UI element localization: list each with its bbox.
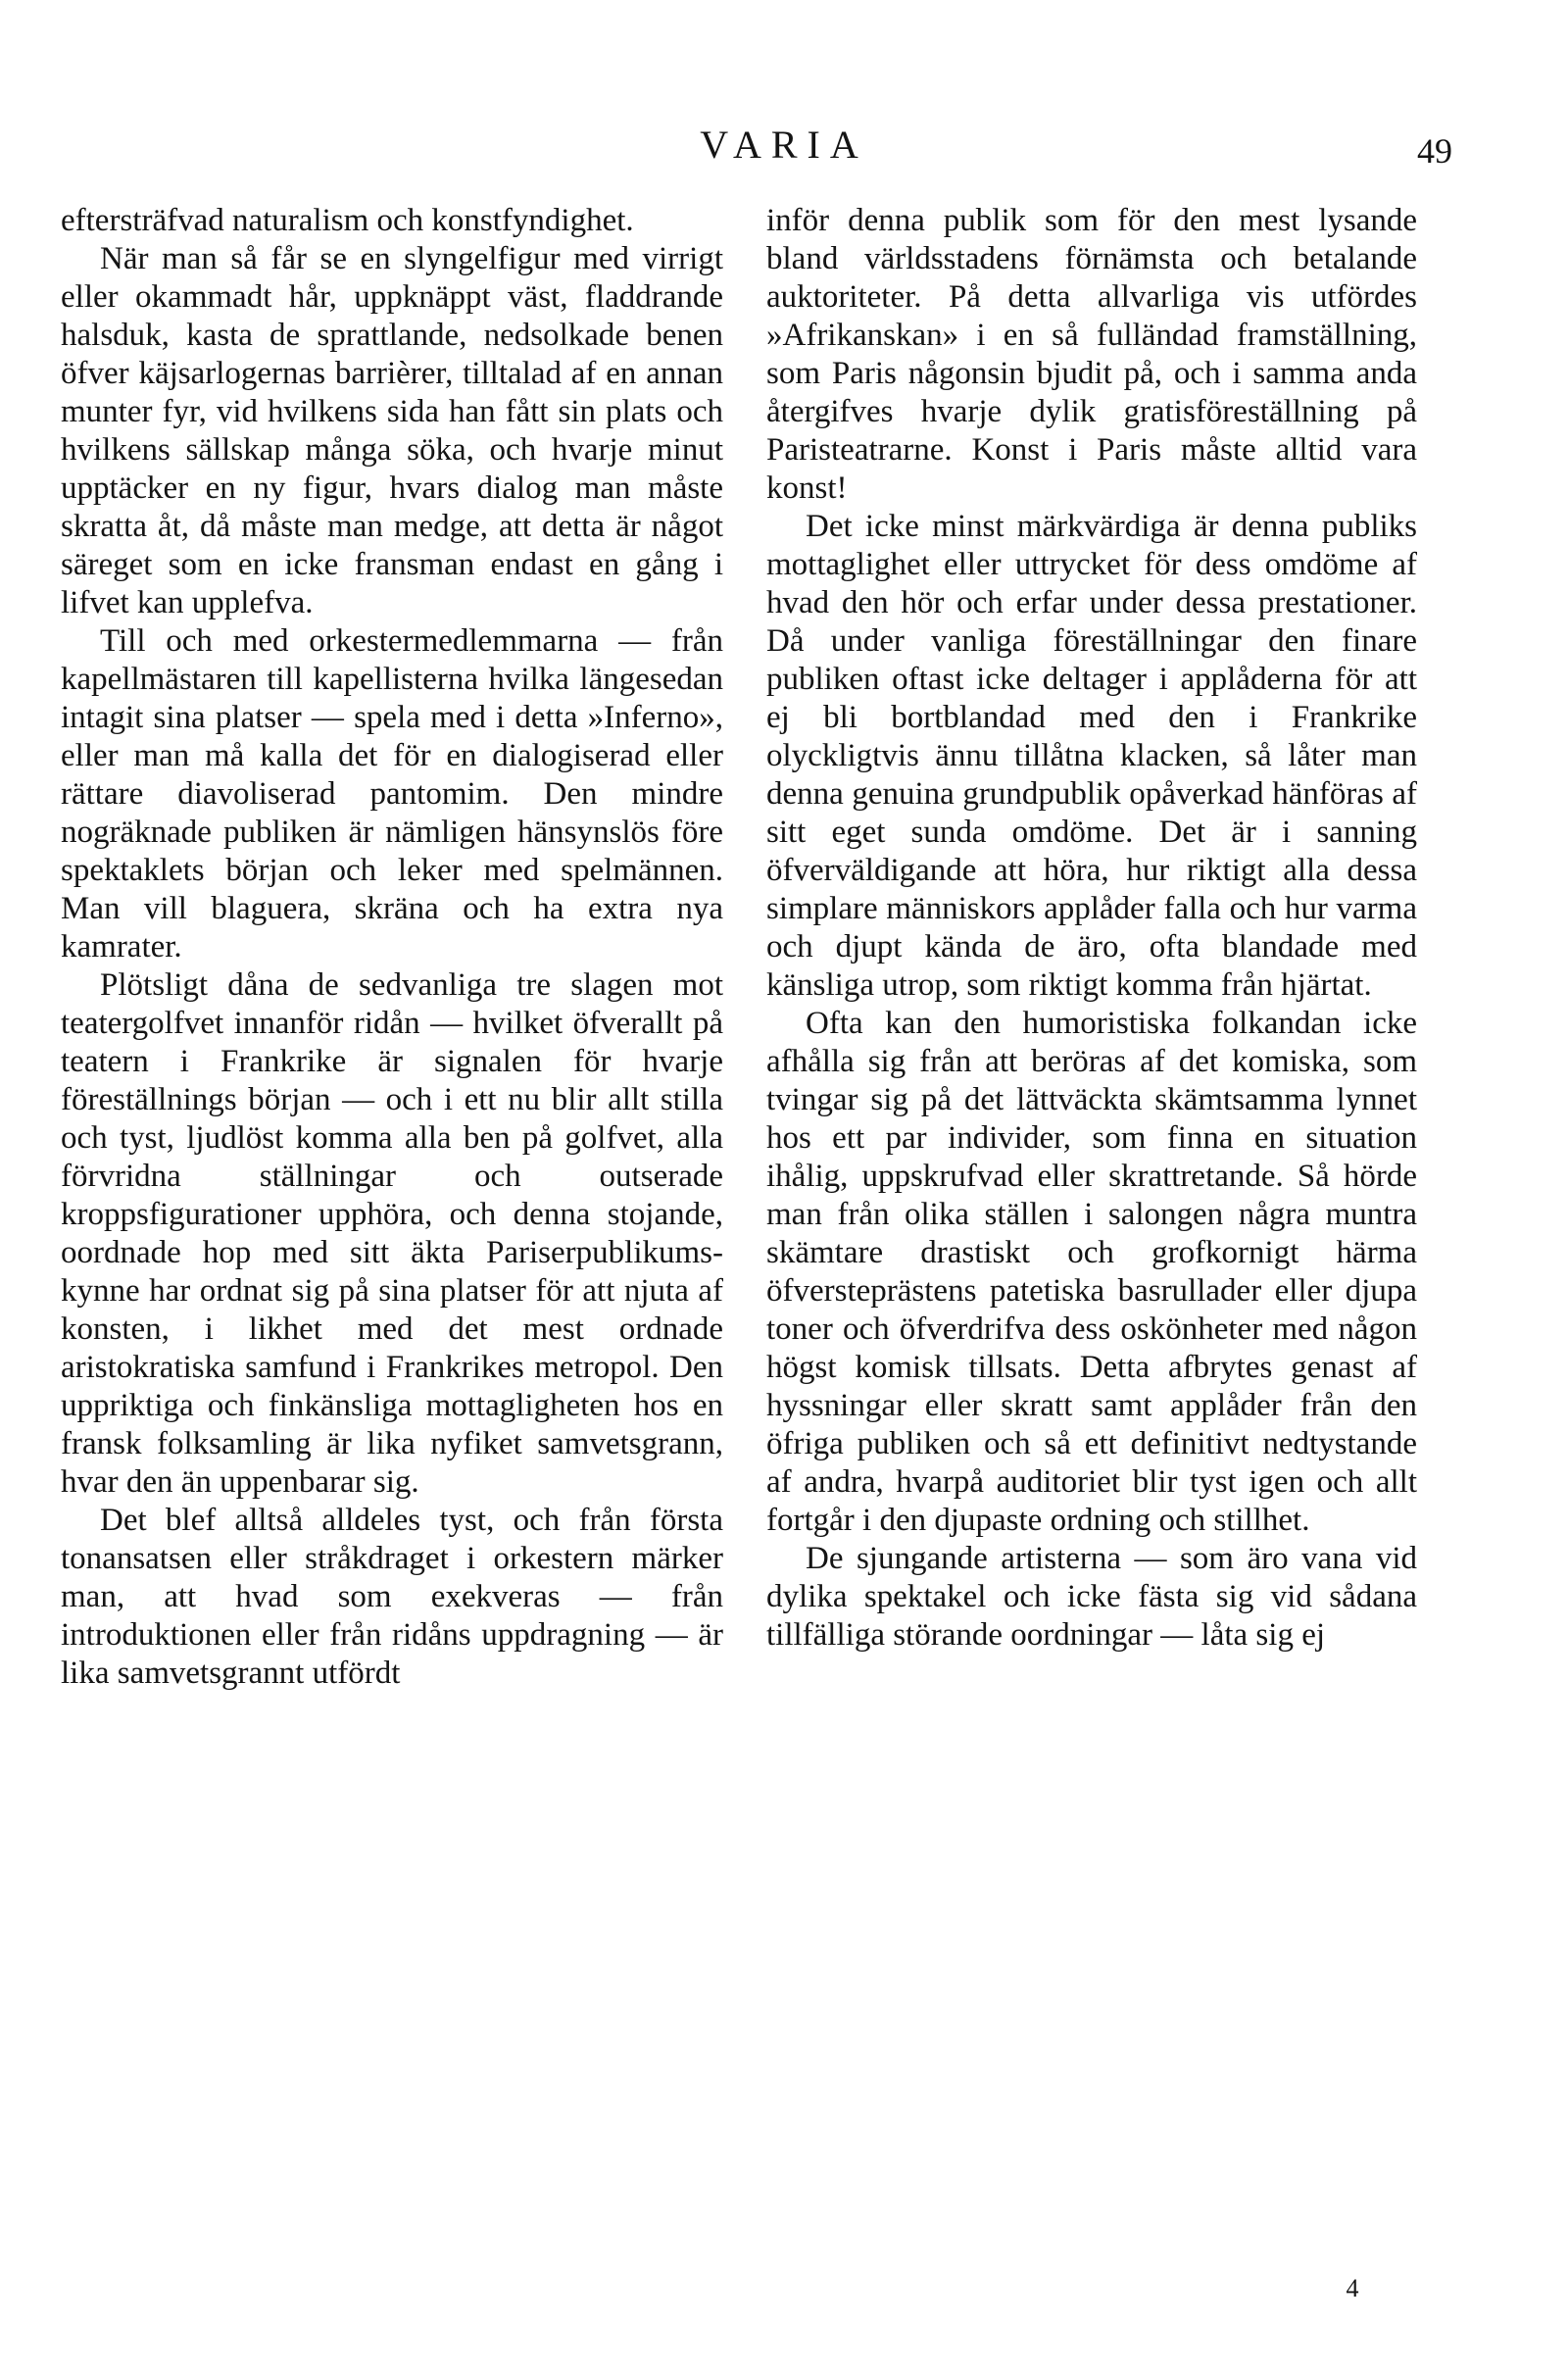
paragraph: inför denna publik som för den mest lysande bland världsstadens förnämsta och betalande auktoriteter. På detta allvarliga vis utfördes »Afrikanskan» i en så fulländad framställning, som Paris någonsin bjudit på, och i samma anda återgifves hvarje dylik gratisföreställning på Paristeatrarne. Konst i Paris måste alltid vara konst! bbox=[766, 203, 1417, 506]
paragraph: Det icke minst märkvärdiga är denna publiks mottaglighet eller uttrycket för dess omdöme af hvad den hör och erfar under dessa prestationer. Då under vanliga föreställningar den finare publiken oftast icke deltager i applåderna för att ej bli bortblandad med den i Frankrike olyckligtvis ännu tillåtna klacken, så låter man denna genuina grundpublik opåverkad hänföras af sitt eget sunda omdöme. Det är i sanning öfverväldigande att höra, hur riktigt alla dessa simplare människors applåder falla och hur varma och djupt kända de äro, ofta blandade med känsliga utrop, som riktigt komma från hjärtat. bbox=[766, 509, 1417, 1003]
left-column bbox=[61, 202, 723, 1693]
paragraph: Plötsligt dåna de sedvanliga tre slagen mot teatergolfvet innanför ridån — hvilket öfverallt på teatern i Frankrike är signalen för hvarje föreställnings början — och i ett nu blir allt stilla och tyst, ljudlöst komma alla ben på golfvet, alla förvridna ställningar och outserade kroppsfigurationer upphöra, och denna stojande, oordnade hop med sitt äkta Pariserpublikums-kynne har ordnat sig på sina platser för att njuta af konsten, i likhet med det mest ordnade aristokratiska samfund i Frankrikes metropol. Den uppriktiga och finkänsliga mottagligheten hos en fransk folksamling är lika nyfiket samvetsgrann, hvar den än uppenbarar sig. bbox=[61, 967, 723, 1500]
paragraph: De sjungande artisterna — som äro vana vid dylika spektakel och icke fästa sig vid sådana tillfälliga störande oordningar — låta sig ej bbox=[766, 1541, 1417, 1653]
paragraph: eftersträfvad naturalism och konstfyndighet. bbox=[61, 203, 634, 238]
running-title: VARIA bbox=[700, 123, 868, 167]
right-column bbox=[766, 202, 1417, 1655]
signature-mark: 4 bbox=[1346, 2274, 1359, 2302]
paragraph: När man så får se en slyngelfigur med virrigt eller okammadt hår, uppknäppt väst, fladdrande halsduk, kasta de sprattlande, nedsolkade benen öfver käjsarlogernas barrièrer, tilltalad af en annan munter fyr, vid hvilkens sida han fått sin plats och hvilkens sällskap många söka, och hvarje minut upptäcker en ny figur, hvars dialog man måste skratta åt, då måste man medge, att detta är något säreget som en icke fransman endast en gång i lifvet kan upplefva. bbox=[61, 241, 723, 620]
paragraph: Ofta kan den humoristiska folkandan icke afhålla sig från att beröras af det komiska, som tvingar sig på det lättväckta skämtsamma lynnet hos ett par individer, som finna en situation ihålig, uppskrufvad eller skrattretande. Så hörde man från olika ställen i salongen några muntra skämtare drastiskt och grofkornigt härma öfversteprästens patetiska basrullader eller djupa toner och öfverdrifva dess oskönheter med någon högst komisk tillsats. Detta afbrytes genast af hyssningar eller skratt samt applåder från den öfriga publiken och så ett definitivt nedtystande af andra, hvarpå auditoriet blir tyst igen och allt fortgår i den djupaste ordning och stillhet. bbox=[766, 1006, 1417, 1538]
paragraph: Till och med orkestermedlemmarna — från kapellmästaren till kapellisterna hvilka längesedan intagit sina platser — spela med i detta »Inferno», eller man må kalla det för en dialogiserad eller rättare diavoliserad pantomim. Den mindre nogräknade publiken är nämligen hänsynslös före spektaklets början och leker med spelmännen. Man vill blaguera, skräna och ha extra nya kamrater. bbox=[61, 623, 723, 964]
paragraph: Det blef alltså alldeles tyst, och från första tonansatsen eller stråkdraget i orkestern märker man, att hvad som exekveras — från introduktionen eller från ridåns uppdragning — är lika samvetsgrannt utfördt bbox=[61, 1503, 723, 1691]
page-number: 49 bbox=[1417, 131, 1452, 171]
